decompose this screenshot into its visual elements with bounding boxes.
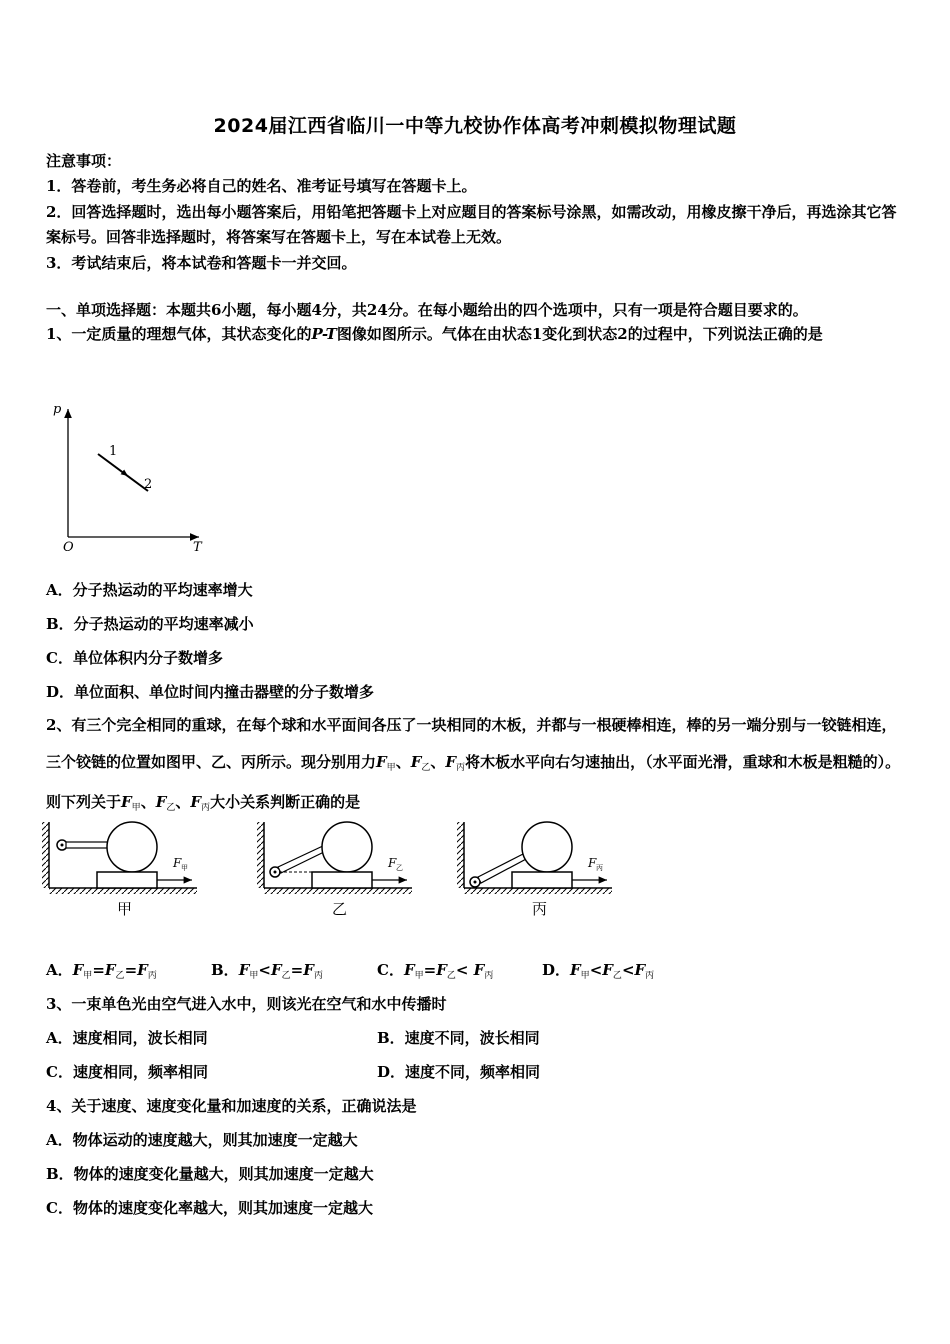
symbol-f: F xyxy=(303,961,314,979)
subscript: 乙 xyxy=(115,971,125,981)
note-item-2: 2．回答选择题时，选出每小题答案后，用铅笔把答题卡上对应题目的答案标号涂黑，如需改动，用橡皮擦干净后，再选涂其它答案标号。回答非选择题时，将答案写在答题卡上，写在本试卷上无效。 xyxy=(46,203,897,246)
subscript: 丙 xyxy=(484,971,494,981)
q2-stem xyxy=(46,707,908,824)
note-item-3: 3．考试结束后，将本试卷和答题卡一并交回。 xyxy=(46,254,357,272)
subscript: 丙 xyxy=(147,971,157,981)
q2-option-c[interactable] xyxy=(377,959,493,984)
q2-stem-part-a: 2、有三个完全相同的重球，在每个球和水平面间各压了一块相同的木板，并都与一根硬棒相连，棒的另一端分别与一铰链相连，三个铰链的位置如图甲、乙、丙所示。现分别用力 xyxy=(46,716,897,771)
symbol-f: F xyxy=(121,793,132,811)
q1-pt-graph xyxy=(44,395,214,560)
q2-option-d[interactable] xyxy=(542,959,654,984)
figure-jia xyxy=(42,822,197,918)
option-letter: B． xyxy=(211,961,239,979)
separator: 、 xyxy=(140,793,156,811)
q2-stem-part-c: 大小关系判断正确的是 xyxy=(210,793,361,811)
exam-title: 2024届江西省临川一中等九校协作体高考冲刺模拟物理试题 xyxy=(213,115,737,137)
subscript: 乙 xyxy=(166,803,176,813)
section-heading: 一、单项选择题：本题共6小题，每小题4分，共24分。在每小题给出的四个选项中，只有一项是符合题目要求的。 xyxy=(46,301,808,319)
figure-label-jia: 甲 xyxy=(117,900,133,918)
q1-stem-variable: P-T xyxy=(311,325,337,343)
q2-stem-part-b: 将木板水平向右匀速抽出，（水平面光滑，重球和木板是粗糙的）。则下列关于 xyxy=(46,753,901,811)
q3-option-c[interactable]: C．速度相同，频率相同 xyxy=(46,1063,208,1081)
force-label-jia: F xyxy=(173,856,182,870)
q1-stem-part-b: 图像如图所示。气体在由状态1变化到状态2的过程中，下列说法正确的是 xyxy=(336,325,823,343)
force-label-yi: F xyxy=(388,856,397,870)
option-letter: D． xyxy=(542,961,571,979)
relation: < xyxy=(589,961,603,979)
q1-option-c[interactable]: C．单位体积内分子数增多 xyxy=(46,649,223,667)
subscript: 乙 xyxy=(421,763,431,773)
force-sub-yi: 乙 xyxy=(396,864,403,872)
option-letter: A． xyxy=(46,961,73,979)
symbol-f: F xyxy=(155,793,167,811)
symbol-f: F xyxy=(410,753,422,771)
state-2-label: 2 xyxy=(144,477,153,492)
figure-label-bing: 丙 xyxy=(532,900,548,918)
symbol-f: F xyxy=(270,961,282,979)
y-axis-label: p xyxy=(53,402,62,417)
q4-option-b[interactable]: B．物体的速度变化量越大，则其加速度一定越大 xyxy=(46,1165,374,1183)
q4-option-a[interactable]: A．物体运动的速度越大，则其加速度一定越大 xyxy=(46,1131,358,1149)
subscript: 丙 xyxy=(201,803,211,813)
q1-stem-part-a: 1、一定质量的理想气体，其状态变化的 xyxy=(46,325,312,343)
q3-option-b[interactable]: B．速度不同，波长相同 xyxy=(377,1029,540,1047)
q4-stem: 4、关于速度、速度变化量和加速度的关系，正确说法是 xyxy=(46,1097,417,1115)
figure-bing xyxy=(457,822,612,918)
force-sub-jia: 甲 xyxy=(181,864,188,872)
subscript: 乙 xyxy=(281,971,291,981)
q1-stem xyxy=(46,316,908,353)
symbol-f: F xyxy=(104,961,116,979)
state-path-arrow xyxy=(106,460,128,476)
figure-label-yi: 乙 xyxy=(332,900,348,918)
force-sub-bing: 丙 xyxy=(596,864,603,872)
subscript: 乙 xyxy=(612,971,622,981)
symbol-f: F xyxy=(602,961,613,979)
symbol-f: F xyxy=(238,961,250,979)
option-letter: C． xyxy=(377,961,404,979)
symbol-f: F xyxy=(72,961,84,979)
subscript: 丙 xyxy=(645,971,655,981)
subscript: 乙 xyxy=(446,971,456,981)
symbol-f: F xyxy=(403,961,415,979)
relation: < xyxy=(258,961,271,979)
separator: 、 xyxy=(430,753,446,771)
symbol-f: F xyxy=(570,961,581,979)
symbol-f: F xyxy=(376,753,387,771)
q2-figures xyxy=(40,820,620,925)
relation: = xyxy=(290,961,304,979)
q1-option-d[interactable]: D．单位面积、单位时间内撞击器壁的分子数增多 xyxy=(46,683,375,701)
relation: < xyxy=(621,961,635,979)
subscript: 甲 xyxy=(580,971,590,981)
subscript: 甲 xyxy=(249,971,259,981)
figure-yi xyxy=(257,822,412,918)
relation: < xyxy=(455,961,474,979)
subscript: 丙 xyxy=(456,763,466,773)
state-1-label: 1 xyxy=(109,444,118,459)
symbol-f: F xyxy=(445,753,457,771)
origin-label: O xyxy=(63,540,74,555)
subscript: 甲 xyxy=(386,763,396,773)
q3-stem: 3、一束单色光由空气进入水中，则该光在空气和水中传播时 xyxy=(46,995,447,1013)
q4-option-c[interactable]: C．物体的速度变化率越大，则其加速度一定越大 xyxy=(46,1199,373,1217)
notes-heading: 注意事项： xyxy=(46,152,122,170)
q1-option-a[interactable]: A．分子热运动的平均速率增大 xyxy=(46,581,253,599)
force-label-bing: F xyxy=(588,856,597,870)
q2-option-b[interactable] xyxy=(211,959,323,984)
symbol-f: F xyxy=(137,961,148,979)
subscript: 甲 xyxy=(414,971,424,981)
separator: 、 xyxy=(395,753,411,771)
note-item-1: 1．答卷前，考生务必将自己的姓名、准考证号填写在答题卡上。 xyxy=(46,177,477,195)
symbol-f: F xyxy=(436,961,447,979)
relation: = xyxy=(423,961,437,979)
subscript: 甲 xyxy=(83,971,93,981)
subscript: 丙 xyxy=(313,971,323,981)
relation: = xyxy=(92,961,105,979)
q2-option-a[interactable] xyxy=(46,959,157,984)
symbol-f: F xyxy=(473,961,485,979)
q3-option-a[interactable]: A．速度相同，波长相同 xyxy=(46,1029,208,1047)
symbol-f: F xyxy=(190,793,202,811)
relation: = xyxy=(124,961,138,979)
q1-option-b[interactable]: B．分子热运动的平均速率减小 xyxy=(46,615,254,633)
symbol-f: F xyxy=(634,961,646,979)
separator: 、 xyxy=(175,793,191,811)
subscript: 甲 xyxy=(131,803,141,813)
x-axis-label: T xyxy=(193,540,202,555)
q3-option-d[interactable]: D．速度不同，频率相同 xyxy=(377,1063,541,1081)
